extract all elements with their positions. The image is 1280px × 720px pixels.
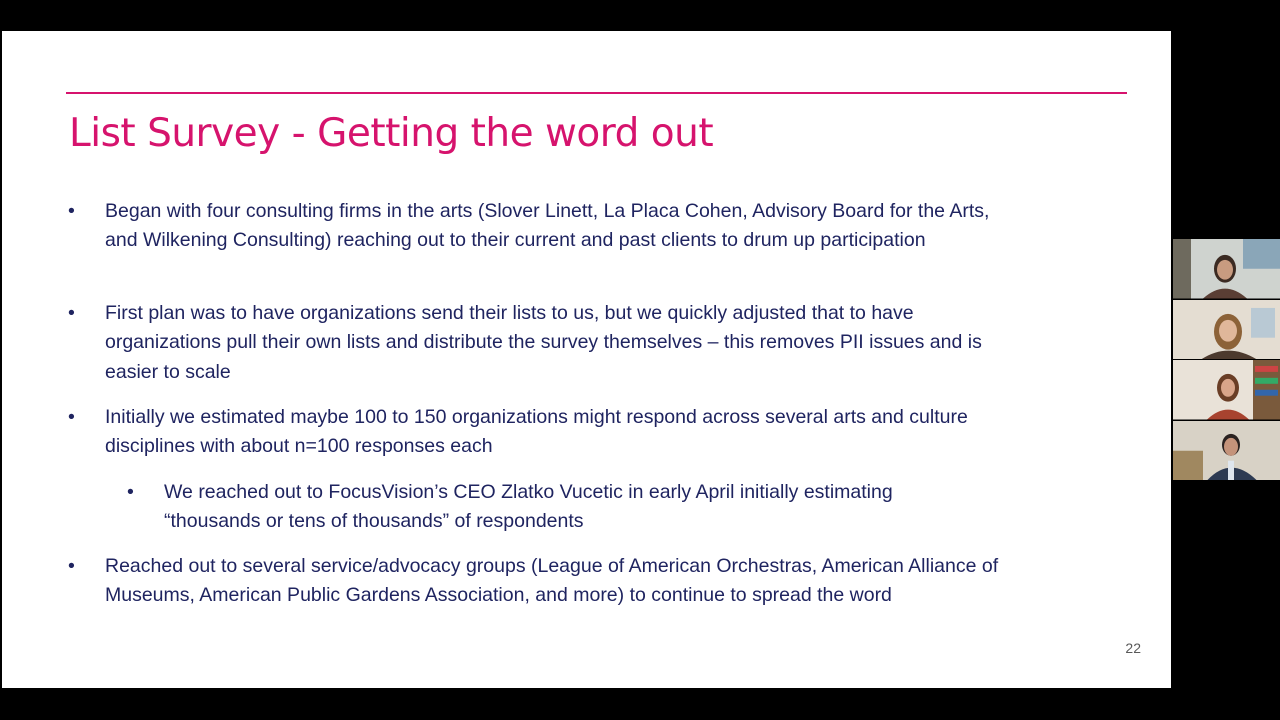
participant-video-icon <box>1173 300 1280 360</box>
presentation-slide <box>2 31 1171 688</box>
page-number: 22 <box>1125 640 1141 656</box>
bullet-text: Reached out to several service/advocacy groups (League of American Orchestras, American Alliance of Museums, American Public Gardens Association, and more) to continue to spread the word <box>105 555 999 607</box>
bullet-dot: • <box>68 200 75 222</box>
participant-video-2[interactable] <box>1173 300 1280 360</box>
bullet-list <box>2 31 1171 688</box>
bullet-dot: • <box>68 302 75 324</box>
participant-video-icon <box>1173 421 1280 481</box>
bullet-dot: • <box>68 555 75 577</box>
participant-video-4[interactable] <box>1173 421 1280 481</box>
bullet-dot: • <box>127 481 134 503</box>
participant-video-icon <box>1173 360 1280 420</box>
participant-thumbnails <box>1173 239 1280 480</box>
bullet-text: Began with four consulting firms in the arts (Slover Linett, La Placa Cohen, Advisory Board for the Arts, and Wilkening Consulting) reaching out to their current and past clients to drum up participation <box>105 200 990 252</box>
participant-video-1[interactable] <box>1173 239 1280 299</box>
bullet-dot: • <box>68 406 75 428</box>
bullet-text: We reached out to FocusVision’s CEO Zlatko Vucetic in early April initially estimating “thousands or tens of thousands” of respondents <box>164 481 893 533</box>
bullet-text: First plan was to have organizations send their lists to us, but we quickly adjusted that to have organizations pull their own lists and distribute the survey themselves – this removes PII issues and is easier to scale <box>105 302 982 383</box>
slide-title: List Survey - Getting the word out <box>69 111 714 156</box>
participant-video-icon <box>1173 239 1280 299</box>
bullet-text: Initially we estimated maybe 100 to 150 organizations might respond across several arts and culture disciplines with about n=100 responses each <box>105 406 968 458</box>
participant-video-3[interactable] <box>1173 360 1280 420</box>
